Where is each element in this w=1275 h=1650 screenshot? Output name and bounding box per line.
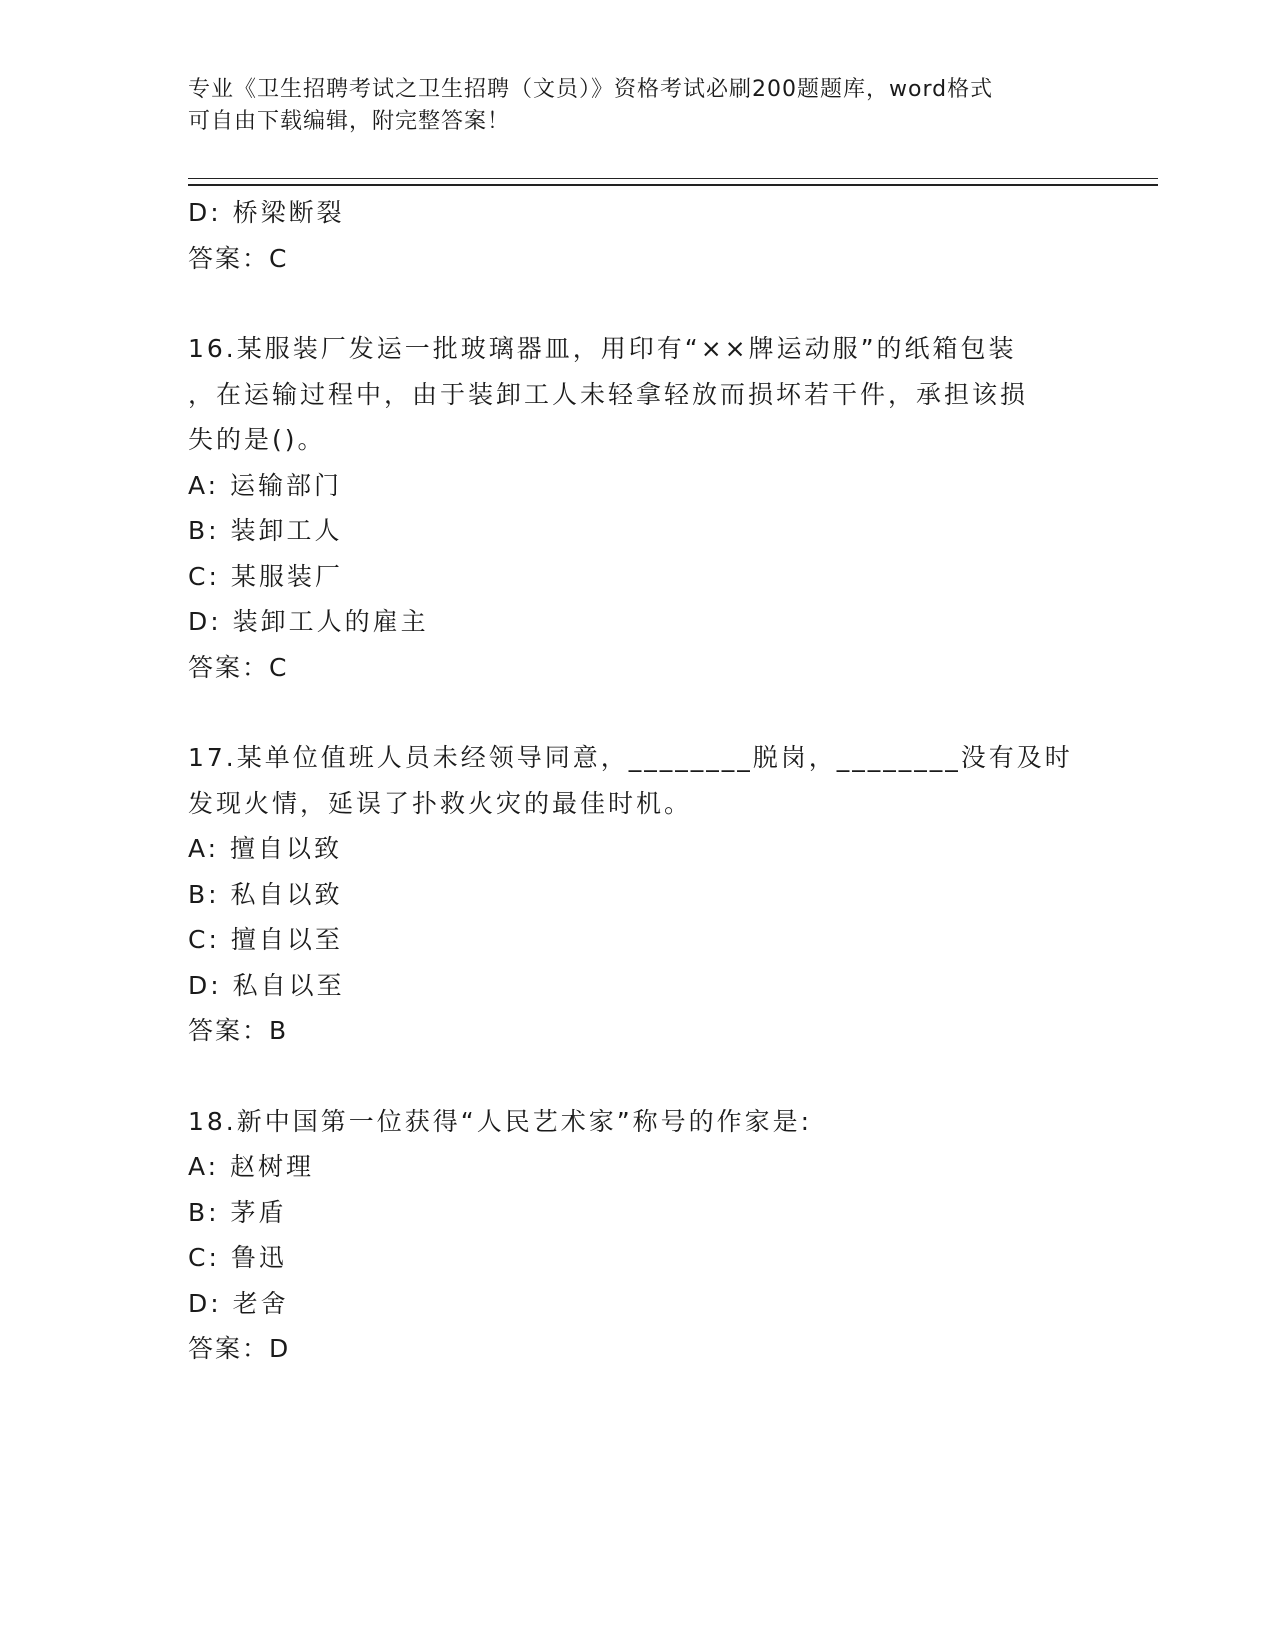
option-a: A: 运输部门 xyxy=(188,470,343,500)
spacer xyxy=(188,1054,1088,1099)
question-text-line: 发现火情，延误了扑救火灾的最佳时机。 xyxy=(188,788,693,818)
header-line-2: 可自由下载编辑，附完整答案！ xyxy=(188,109,511,134)
question-text-line: 18.新中国第一位获得“人民艺术家”称号的作家是: xyxy=(188,1106,813,1136)
option-a: A: 擅自以致 xyxy=(188,834,343,863)
option-b: B: 装卸工人 xyxy=(188,516,343,545)
spacer xyxy=(188,281,1088,326)
option-c: C: 擅自以至 xyxy=(188,925,343,954)
option-d: D: 装卸工人的雇主 xyxy=(188,607,429,636)
option-c: C: 鲁迅 xyxy=(188,1243,287,1272)
document-header xyxy=(188,74,1068,138)
question-18 xyxy=(188,1099,1088,1372)
question-text-line: 失的是()。 xyxy=(188,425,326,454)
option-d: D: 私自以至 xyxy=(188,970,345,1000)
header-divider xyxy=(188,178,1158,186)
previous-question-tail xyxy=(188,190,1088,281)
answer: 答案：C xyxy=(188,652,289,682)
option-b: B: 私自以致 xyxy=(188,879,343,909)
spacer xyxy=(188,690,1088,735)
option-d: D: 桥梁断裂 xyxy=(188,198,345,227)
option-d: D: 老舍 xyxy=(188,1288,289,1318)
question-text-line: 17.某单位值班人员未经领导同意，________脱岗，________没有及时 xyxy=(188,743,1073,772)
question-text-line: ，在运输过程中，由于装卸工人未轻拿轻放而损坏若干件，承担该损 xyxy=(188,379,1029,409)
document-body xyxy=(188,190,1088,1372)
option-b: B: 茅盾 xyxy=(188,1197,287,1227)
answer: 答案：B xyxy=(188,1016,289,1045)
question-16 xyxy=(188,326,1088,690)
answer: 答案：C xyxy=(188,243,289,273)
question-text-line: 16.某服装厂发运一批玻璃器皿，用印有“××牌运动服”的纸箱包装 xyxy=(188,334,1017,363)
option-c: C: 某服装厂 xyxy=(188,561,343,591)
answer: 答案：D xyxy=(188,1334,291,1363)
option-a: A: 赵树理 xyxy=(188,1152,315,1181)
header-line-1: 专业《卫生招聘考试之卫生招聘（文员）》资格考试必刷200题题库，word格式 xyxy=(188,77,994,102)
question-17 xyxy=(188,735,1088,1054)
